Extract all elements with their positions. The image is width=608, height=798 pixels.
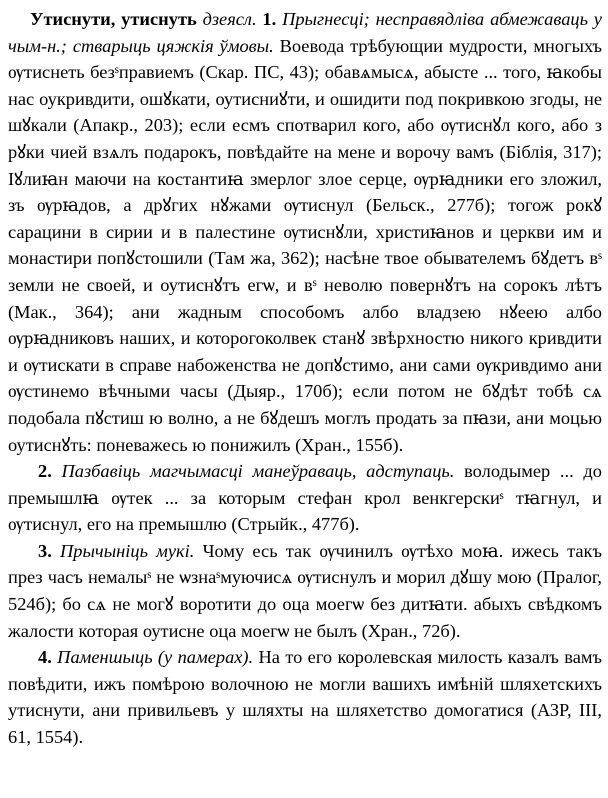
part-of-speech: дзеясл. xyxy=(202,9,257,29)
sense-definition: Пазбавіць магчымасці манеўраваць, адступаць. xyxy=(61,461,455,482)
sense-definition: Паменшыць (у памерах). xyxy=(57,647,254,668)
entry-sense-1 xyxy=(8,6,602,458)
sense-number: 2. xyxy=(38,461,52,482)
sense-citations: володымер ... до премышлꙗ ѹтек ... за которым стефан крол венкгерскиˢ тꙗгнул, и ѹтиснул, его на премышлю (Стрыйк., 477б). xyxy=(8,461,602,535)
entry-headword: Утиснути, утиснуть xyxy=(30,9,197,29)
sense-citations: На то его королевская милость казалъ вамъ повѣдити, ижъ помѣрою волочною не могли вашихъ имѣнiй шляхетскихъ утиснути, ани привильевъ у шляхты на шляхетство домогатися (АЗР, III, 61, 1554). xyxy=(8,647,603,748)
entry-sense-3 xyxy=(8,538,602,644)
sense-number: 4. xyxy=(38,647,52,668)
sense-definition: Прыгнесці; несправядліва абмежаваць у чым-н.; стварыць цяжкія ўмовы. xyxy=(8,9,602,56)
sense-citations: Воевода трѣбующии мудрости, многыхъ ѹтиснеть безˢправиемъ (Скар. ПС, 43); обавѧмысѧ, абысте ... того, ꙗкобы нас оукривдити, ошꙋкати, оутисниꙋти, и ошидити под покривкою згоды, не шꙋкали (Апакр., 203); если есмъ спотварил кого, або ѹтиснꙋл кого, або з рꙋки чией взѧлъ подарокъ, повѣдайте на мене и ворочу вамъ (Біблія, 317); Іꙋлиꙗн маючи на костантиꙗ змерлог злое серце, ѹрꙗдники его зложил, зъ ѹрꙗдов, а дрꙋгих нꙋжами ѹтиснул (Бельск., 277б); тогож рокꙋ сарацини в сирии и в палестине ѹтиснꙋли, христиꙗнов и церкви им и монастири попꙋстошили (Там жа, 362); насѣнe твое обывателемъ бꙋдетъ вˢ земли не своей, и оутиснꙋтъ егѡ, и вˢ неволю повернꙋтъ на сорокъ лѣтъ (Мак., 364); ани жадным способомъ албо владзею нꙋеею албо ѹрꙗдниковъ наших, и которогоколвек станꙋ звѣрхностю никого кривдити и ѹтискати в справе набоженства не допꙋстимо, ани сами ѹкривдимо ани ѹстинемо вѣчными часы (Дыяр., 170б); если потом не бꙋдѣт тобѣ сѧ подобала пꙋстиш ю волно, а не бꙋдешъ моглъ продать за пꙗзи, ани моцью оутиснꙋть: поневажесь ю понижилъ (Хран., 155б). xyxy=(8,35,602,455)
sense-number: 3. xyxy=(38,540,52,561)
entry-sense-2 xyxy=(8,458,602,538)
sense-number: 1. xyxy=(262,9,277,29)
sense-definition: Прычыніць мукі. xyxy=(60,540,195,561)
entry-sense-4 xyxy=(8,644,602,750)
sense-citations: Чому есь так ѹчинилъ ѹтѣхо моꙗ. ижесь такъ през часъ немалыˢ не ѡзнаˢмуючисѧ ѹтиснулъ и морил дꙋшу мою (Пралог, 524б); бо сѧ не могꙋ воротити до оца моегѡ без дитꙗти. абыхъ свѣдкомъ жалости которая оутисне оца моегѡ не былъ (Хран., 72б). xyxy=(8,540,602,641)
